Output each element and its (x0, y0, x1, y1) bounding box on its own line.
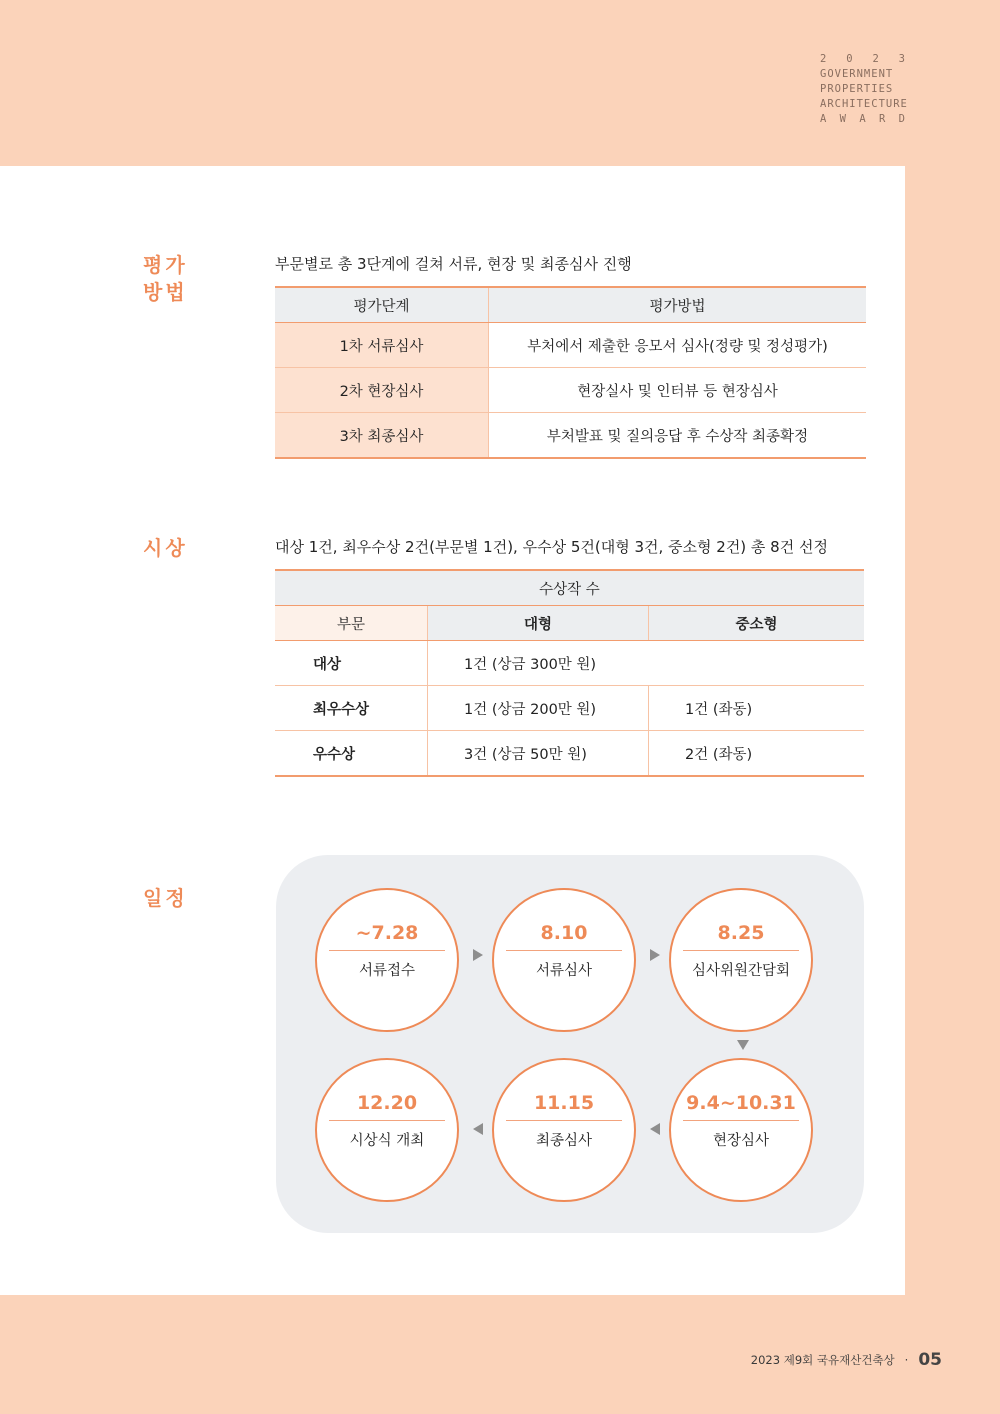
method-cell: 현장실사 및 인터뷰 등 현장심사 (489, 368, 867, 413)
publication-name: 2023 제9회 국유재산건축상 (750, 1353, 895, 1367)
step-date: 11.15 (506, 1092, 622, 1121)
schedule-step (492, 1058, 636, 1202)
table-row (275, 686, 864, 731)
award-large-cell: 3건 (상금 50만 원) (428, 731, 649, 777)
award-large-cell: 1건 (상금 200만 원) (428, 686, 649, 731)
brand-wordmark (820, 52, 906, 127)
header-large: 대형 (428, 606, 649, 641)
step-date: 8.25 (683, 922, 799, 951)
awards-table (275, 569, 864, 777)
table-header-row (275, 570, 864, 606)
awards-description: 대상 1건, 최우수상 2건(부문별 1건), 우수상 5건(대형 3건, 중소형 2건) 총 8건 선정 (275, 538, 828, 556)
schedule-step (315, 888, 459, 1032)
footer-separator: · (904, 1353, 909, 1367)
brand-line: ARCHITECTURE (820, 98, 908, 110)
table-header-row (275, 287, 866, 323)
step-label: 서류접수 (358, 963, 416, 979)
award-name-cell: 우수상 (275, 731, 428, 777)
header-stage: 평가단계 (275, 287, 489, 323)
award-name-cell: 대상 (275, 641, 428, 686)
evaluation-table (275, 286, 866, 459)
schedule-step (315, 1058, 459, 1202)
schedule-step (669, 888, 813, 1032)
step-label: 서류심사 (535, 963, 593, 979)
schedule-step (492, 888, 636, 1032)
table-row (275, 323, 866, 368)
header-category: 부문 (275, 606, 428, 641)
evaluation-title-line: 방법 (143, 280, 188, 304)
step-date: 9.4~10.31 (683, 1092, 799, 1121)
schedule-flow (276, 855, 864, 1233)
step-label: 심사위원간담회 (691, 963, 791, 979)
stage-cell: 3차 최종심사 (275, 413, 489, 459)
method-cell: 부처에서 제출한 응모서 심사(정량 및 정성평가) (489, 323, 867, 368)
step-date: 8.10 (506, 922, 622, 951)
table-row (275, 641, 864, 686)
header-method: 평가방법 (489, 287, 867, 323)
step-label: 시상식 개최 (349, 1133, 425, 1149)
award-name-cell: 최우수상 (275, 686, 428, 731)
brand-line: A W A R D (820, 113, 906, 125)
step-date: ~7.28 (329, 922, 445, 951)
header-small: 중소형 (649, 606, 865, 641)
page-footer (751, 1350, 942, 1370)
arrow-right-icon (473, 949, 483, 961)
stage-cell: 2차 현장심사 (275, 368, 489, 413)
awards-title: 시상 (143, 536, 188, 560)
content-panel (0, 166, 905, 1295)
brand-line: GOVERNMENT (820, 68, 894, 80)
step-date: 12.20 (329, 1092, 445, 1121)
table-header-row (275, 606, 864, 641)
schedule-step (669, 1058, 813, 1202)
arrow-right-icon (650, 949, 660, 961)
table-row (275, 368, 866, 413)
brand-line: 2 0 2 3 (820, 53, 906, 65)
award-small-cell: 2건 (좌동) (649, 731, 865, 777)
header-award-count: 수상작 수 (275, 570, 864, 606)
schedule-title: 일정 (143, 886, 188, 910)
award-small-cell: 1건 (좌동) (649, 686, 865, 731)
evaluation-description: 부문별로 총 3단계에 걸쳐 서류, 현장 및 최종심사 진행 (275, 255, 632, 273)
method-cell: 부처발표 및 질의응답 후 수상작 최종확정 (489, 413, 867, 459)
evaluation-title-line: 평가 (143, 253, 188, 277)
page-number: 05 (918, 1350, 942, 1370)
table-row (275, 731, 864, 777)
stage-cell: 1차 서류심사 (275, 323, 489, 368)
brand-line: PROPERTIES (820, 83, 894, 95)
step-label: 현장심사 (712, 1133, 770, 1149)
table-row (275, 413, 866, 459)
arrow-left-icon (650, 1123, 660, 1135)
evaluation-title (143, 252, 188, 306)
arrow-left-icon (473, 1123, 483, 1135)
award-large-cell: 1건 (상금 300만 원) (428, 641, 865, 686)
step-label: 최종심사 (535, 1133, 593, 1149)
arrow-down-icon (737, 1040, 749, 1050)
